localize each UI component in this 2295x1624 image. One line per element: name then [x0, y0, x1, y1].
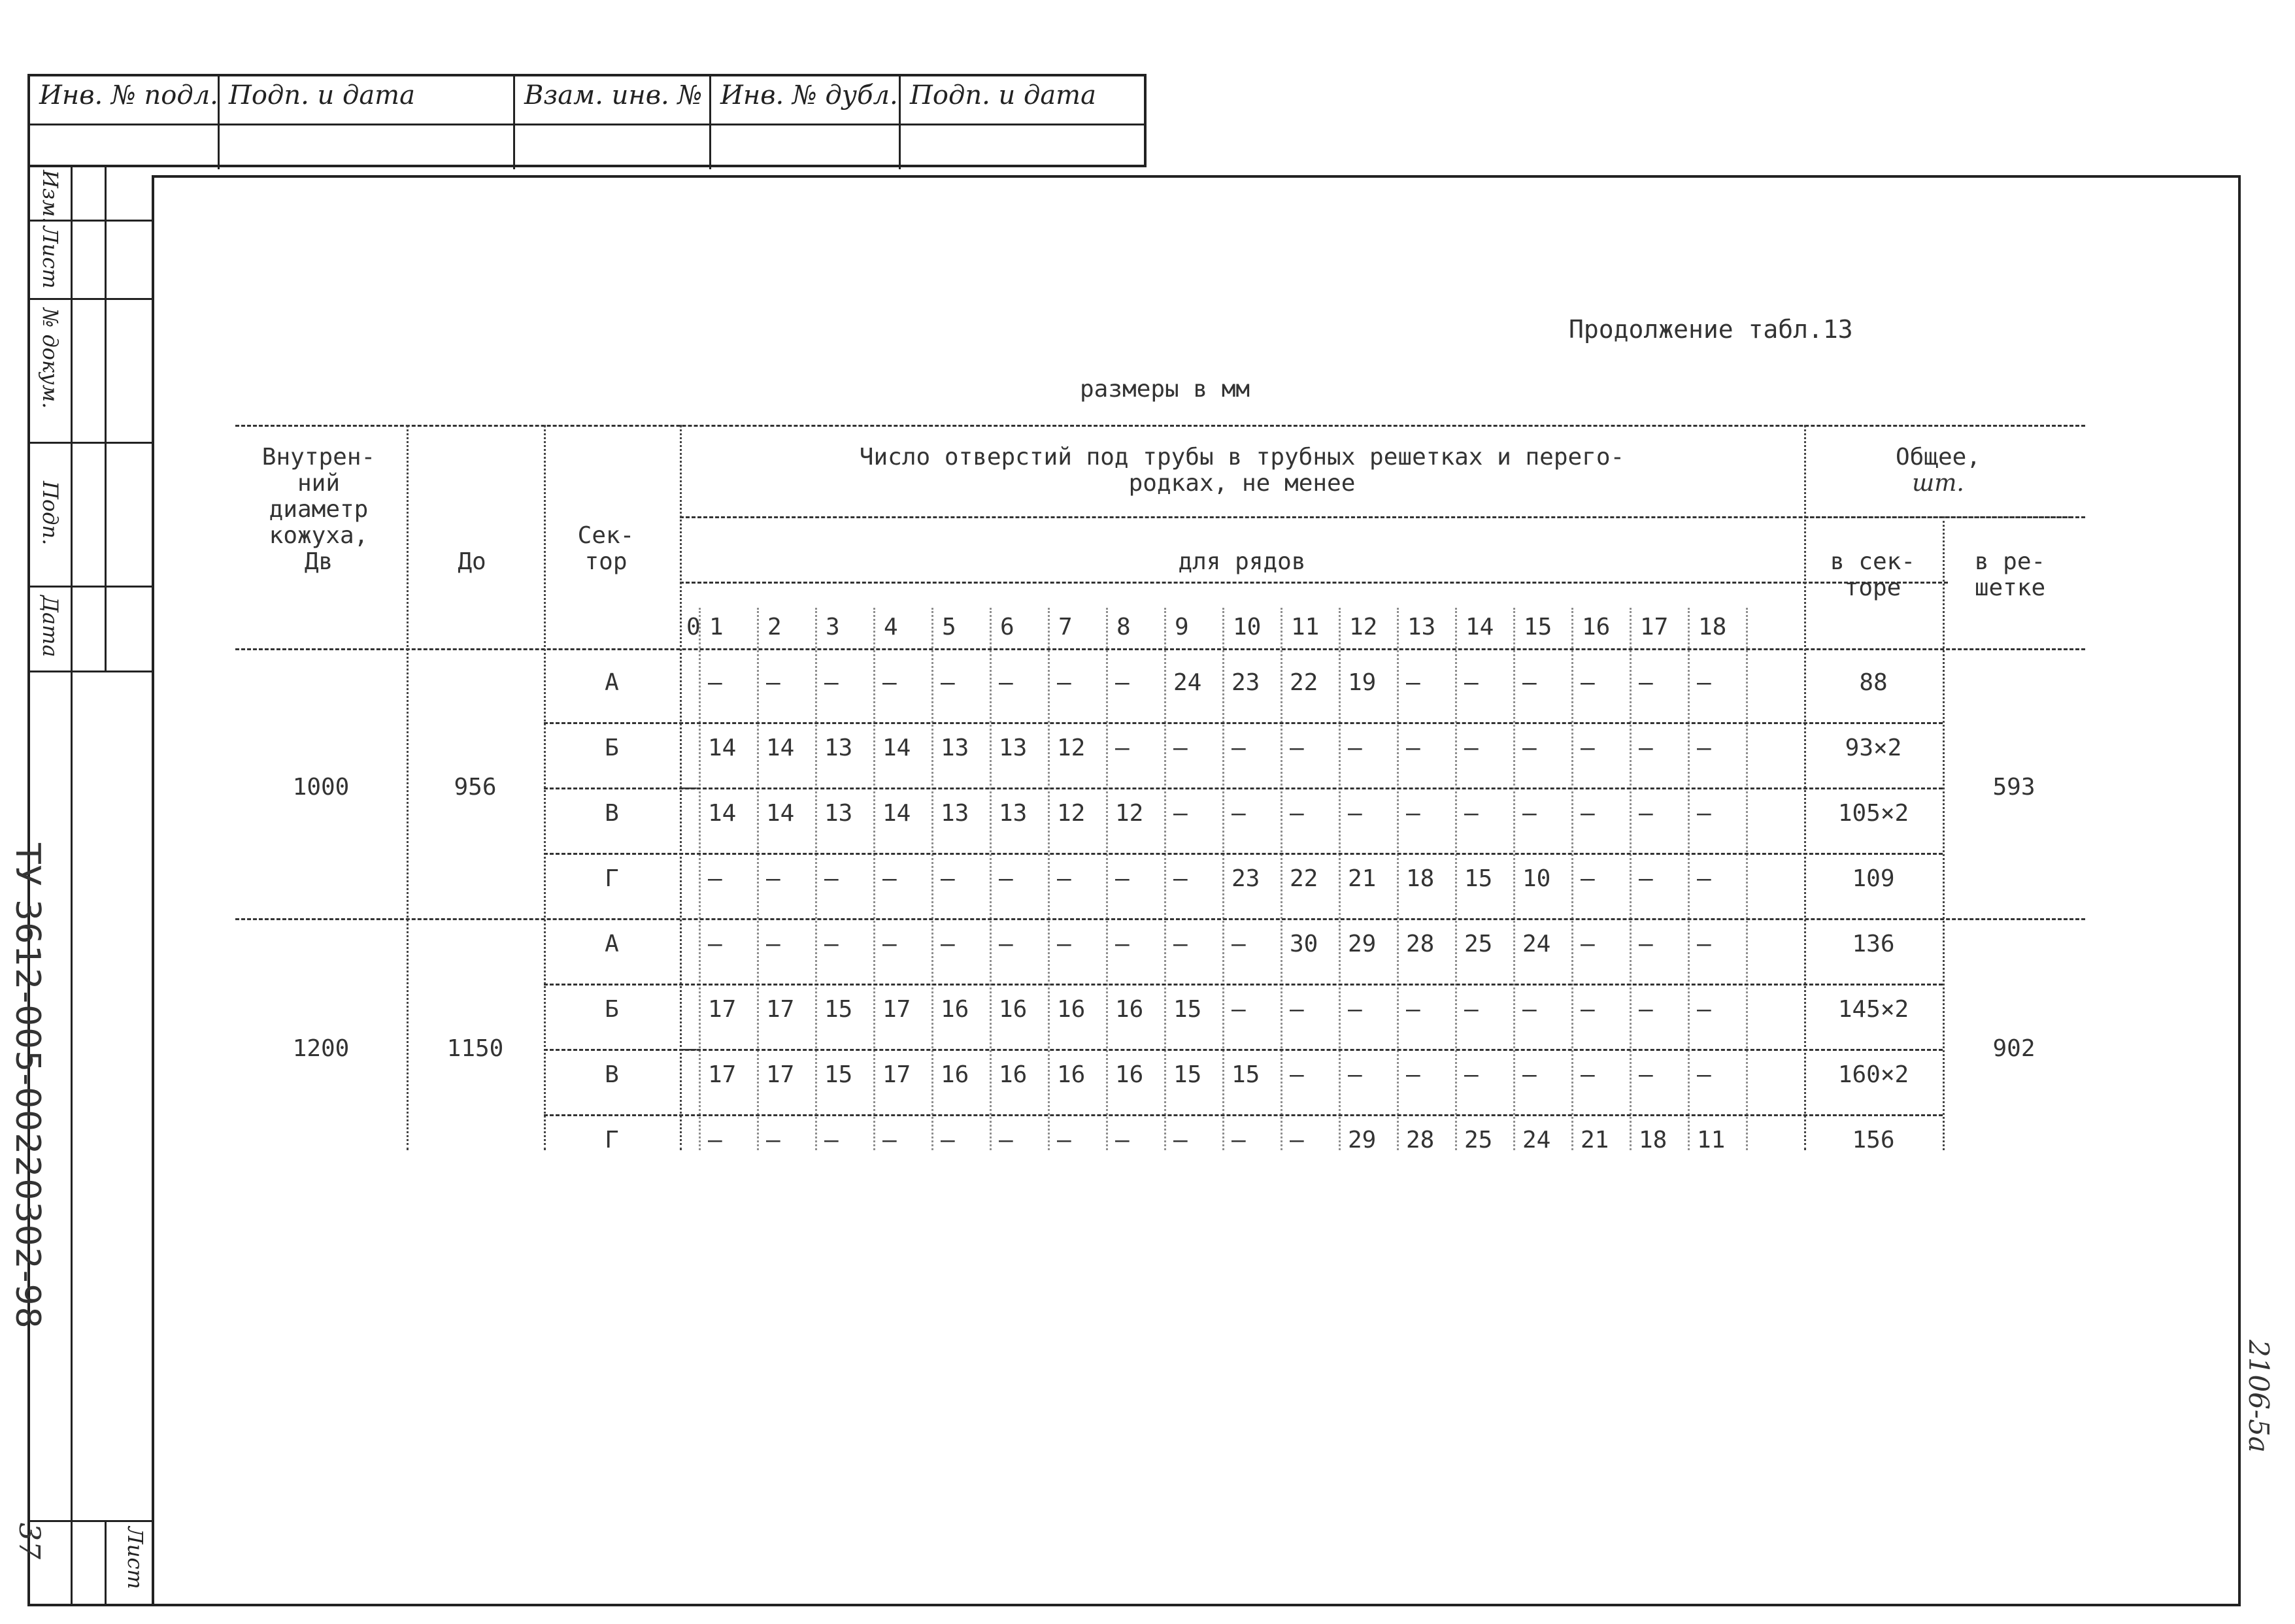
table-cell: –: [882, 1127, 897, 1153]
table-cell: –: [882, 669, 897, 696]
row-number-header: 6: [1000, 614, 1014, 640]
table-cell: 12: [1057, 800, 1086, 827]
table-cell: –: [1581, 669, 1595, 696]
table-cell: –: [1290, 996, 1304, 1023]
table-cell: –: [1115, 865, 1130, 892]
table-cell: –: [999, 1127, 1013, 1153]
table-cell: 16: [1057, 1061, 1086, 1088]
table-cell: –: [1406, 800, 1420, 827]
table-cell: 28: [1406, 1127, 1435, 1153]
table-cell: –: [824, 931, 839, 957]
table-cell: –: [1348, 1061, 1362, 1088]
sector-name: Г: [605, 865, 619, 892]
sector-total: 93×2: [1845, 735, 1902, 761]
table-cell: –: [1464, 800, 1479, 827]
sector-name: Б: [605, 996, 619, 1023]
column-rule: [1339, 608, 1341, 1150]
row-number-header: 13: [1407, 614, 1436, 640]
table-cell: 24: [1522, 931, 1551, 957]
table-cell: –: [1290, 800, 1304, 827]
stamp-label: Инв. № дубл.: [720, 80, 898, 110]
column-rule: [1688, 608, 1690, 1150]
row-number-header: 8: [1116, 614, 1131, 640]
sector-total: 88: [1859, 669, 1888, 696]
sector-total: 160×2: [1837, 1061, 1909, 1088]
header-sector: Сек- тор: [577, 522, 635, 575]
table-cell: 17: [766, 1061, 795, 1088]
table-cell: 21: [1581, 1127, 1609, 1153]
table-cell: 13: [999, 735, 1028, 761]
row-number-header: 14: [1466, 614, 1494, 640]
table-cell: –: [1581, 931, 1595, 957]
table-cell: –: [1697, 865, 1711, 892]
table-cell: –: [1522, 996, 1537, 1023]
archive-code: 2106-5а: [2243, 1340, 2275, 1453]
table-cell: 17: [708, 996, 737, 1023]
column-rule: [699, 608, 701, 1150]
table-cell: –: [824, 669, 839, 696]
table-cell: –: [999, 669, 1013, 696]
table-cell: 16: [941, 1061, 969, 1088]
header-inner-diam: Внутрен- ний диаметр кожуха, Дв: [261, 444, 376, 575]
do-value: 956: [454, 774, 497, 801]
do-value: 1150: [446, 1035, 504, 1062]
sector-name: А: [605, 669, 619, 696]
header-in-sector: в сек- торе: [1830, 548, 1916, 601]
sector-rule: [544, 722, 1943, 724]
column-rule: [1106, 608, 1108, 1150]
column-rule: [1455, 608, 1457, 1150]
table-cell: –: [1290, 735, 1304, 761]
header-holes: Число отверстий под трубы в трубных решетках и перего- родках, не менее: [859, 444, 1625, 497]
row-number-header: 18: [1698, 614, 1727, 640]
table-cell: 15: [1464, 865, 1493, 892]
table-cell: –: [941, 669, 955, 696]
inner-diameter: 1000: [292, 774, 350, 801]
table-cell: 14: [708, 800, 737, 827]
table-cell: –: [1639, 931, 1653, 957]
table-cell: 12: [1115, 800, 1144, 827]
table-cell: 12: [1057, 735, 1086, 761]
table-cell: –: [766, 1127, 780, 1153]
table-cell: 19: [1348, 669, 1377, 696]
row-number-header: 2: [767, 614, 782, 640]
table-cell: –: [941, 865, 955, 892]
grid-total: 593: [1992, 774, 2035, 801]
sector-total: 109: [1852, 865, 1895, 892]
table-cell: –: [766, 669, 780, 696]
table-continuation-title: Продолжение табл.13: [1569, 315, 1853, 344]
column-rule: [1571, 608, 1573, 1150]
table-cell: –: [1231, 931, 1246, 957]
table-cell: –: [1290, 1127, 1304, 1153]
row-number-header: 15: [1524, 614, 1552, 640]
sector-rule: [544, 787, 1943, 789]
table-cell: 13: [941, 735, 969, 761]
stamp-label: Взам. инв. №: [524, 80, 703, 110]
table-cell: –: [1639, 735, 1653, 761]
table-cell: –: [1348, 800, 1362, 827]
stamp-cell-inv-dup: [711, 76, 901, 124]
table-cell: –: [1115, 669, 1130, 696]
table-cell: –: [1173, 865, 1188, 892]
table-cell: –: [1173, 800, 1188, 827]
column-rule: [1164, 608, 1166, 1150]
units-note: размеры в мм: [1080, 376, 1250, 403]
table-cell: –: [1581, 1061, 1595, 1088]
header-do: До: [458, 548, 486, 575]
column-rule: [931, 608, 933, 1150]
row-number-header: 3: [826, 614, 840, 640]
table-cell: –: [708, 931, 722, 957]
table-cell: –: [1231, 996, 1246, 1023]
sector-total: 105×2: [1837, 800, 1909, 827]
sector-rule: [544, 1114, 1943, 1116]
table-cell: 15: [824, 1061, 853, 1088]
table-cell: 30: [1290, 931, 1318, 957]
table-cell: 14: [708, 735, 737, 761]
sidebar-label: Дата: [38, 595, 63, 657]
stamp-cell-replace-inv: [515, 76, 711, 124]
column-rule: [1630, 608, 1632, 1150]
sector-total: 156: [1852, 1127, 1895, 1153]
table-cell: –: [1522, 1061, 1537, 1088]
sector-name: Б: [605, 735, 619, 761]
table-cell: 14: [882, 800, 911, 827]
table-cell: 23: [1231, 865, 1260, 892]
table-cell: –: [1697, 996, 1711, 1023]
table-cell: –: [824, 1127, 839, 1153]
group-rule: [235, 918, 2085, 920]
table-cell: –: [941, 1127, 955, 1153]
table-cell: –: [1639, 669, 1653, 696]
row-number-header: 9: [1175, 614, 1189, 640]
stamp-header-row: [30, 76, 1144, 125]
table-cell: –: [999, 931, 1013, 957]
stamp-cell-sign-date: [220, 76, 515, 124]
table-cell: –: [882, 865, 897, 892]
sidebar-label: Изм.: [38, 170, 63, 224]
row-number-header: 5: [942, 614, 956, 640]
table-cell: 22: [1290, 669, 1318, 696]
table-cell: 18: [1639, 1127, 1667, 1153]
sidebar-label: Лист: [38, 226, 63, 289]
table-cell: 24: [1522, 1127, 1551, 1153]
table-cell: 14: [766, 735, 795, 761]
table-cell: –: [1697, 1061, 1711, 1088]
sector-rule: [544, 1049, 1943, 1051]
row-number-header: 10: [1233, 614, 1262, 640]
column-rule: [815, 608, 817, 1150]
table-cell: 16: [1115, 1061, 1144, 1088]
table-cell: 22: [1290, 865, 1318, 892]
table-cell: –: [1639, 1061, 1653, 1088]
column-rule: [1397, 608, 1399, 1150]
table-cell: –: [1173, 931, 1188, 957]
table-cell: –: [1057, 865, 1071, 892]
table-cell: 24: [1173, 669, 1202, 696]
table-cell: 25: [1464, 1127, 1493, 1153]
table-cell: –: [1406, 735, 1420, 761]
table-cell: –: [1231, 800, 1246, 827]
grid-total: 902: [1992, 1035, 2035, 1062]
row0-value: –: [682, 774, 697, 801]
column-rule: [1746, 608, 1748, 1150]
table-cell: –: [1639, 800, 1653, 827]
sector-name: Г: [605, 1127, 619, 1153]
table-cell: 16: [1057, 996, 1086, 1023]
table-cell: 15: [1173, 1061, 1202, 1088]
sidebar-label: Подп.: [38, 481, 63, 546]
column-rule: [1048, 608, 1050, 1150]
sector-total: 145×2: [1837, 996, 1909, 1023]
table-cell: 29: [1348, 931, 1377, 957]
table-cell: –: [1115, 735, 1130, 761]
table-cell: –: [1290, 1061, 1304, 1088]
table-cell: –: [708, 669, 722, 696]
inner-diameter: 1200: [292, 1035, 350, 1062]
row-number-header: 11: [1291, 614, 1320, 640]
sector-rule: [544, 853, 1943, 855]
stamp-label: Подп. и дата: [910, 80, 1096, 110]
table-cell: 13: [941, 800, 969, 827]
table-cell: –: [1639, 865, 1653, 892]
table-cell: –: [1115, 1127, 1130, 1153]
stamp-cell-sign-date-2: [901, 76, 1147, 124]
table-cell: –: [766, 865, 780, 892]
table-cell: –: [1581, 865, 1595, 892]
table-cell: –: [1406, 1061, 1420, 1088]
row-number-header: 16: [1582, 614, 1611, 640]
column-rule: [1513, 608, 1515, 1150]
header-rows: для рядов: [1178, 548, 1306, 575]
table-cell: –: [1348, 996, 1362, 1023]
table-cell: 23: [1231, 669, 1260, 696]
table-cell: –: [1464, 669, 1479, 696]
table-cell: 13: [824, 800, 853, 827]
column-rule: [873, 608, 875, 1150]
sector-name: А: [605, 931, 619, 957]
table-cell: 17: [766, 996, 795, 1023]
table-cell: 11: [1697, 1127, 1726, 1153]
table-cell: –: [1057, 669, 1071, 696]
sector-name: В: [605, 1061, 619, 1088]
column-rule: [757, 608, 759, 1150]
table-cell: 16: [999, 996, 1028, 1023]
sidebar-label: № докум.: [38, 308, 63, 409]
table-cell: –: [1522, 735, 1537, 761]
table-cell: 29: [1348, 1127, 1377, 1153]
sector-rule: [544, 984, 1943, 986]
table-cell: –: [708, 865, 722, 892]
table-cell: 16: [1115, 996, 1144, 1023]
table-cell: –: [1173, 735, 1188, 761]
sidebar-sheet-label: Лист: [123, 1527, 148, 1589]
table-cell: –: [1522, 669, 1537, 696]
table-cell: 28: [1406, 931, 1435, 957]
table-cell: –: [1697, 800, 1711, 827]
stamp-label: Подп. и дата: [229, 80, 415, 110]
table-cell: 15: [1231, 1061, 1260, 1088]
row-number-header: 7: [1058, 614, 1073, 640]
table-cell: 15: [824, 996, 853, 1023]
table-cell: –: [1057, 1127, 1071, 1153]
table-cell: –: [1464, 996, 1479, 1023]
table-cell: 16: [941, 996, 969, 1023]
table-cell: –: [1231, 735, 1246, 761]
header-in-grid: в ре- шетке: [1974, 548, 2046, 601]
table-cell: 14: [766, 800, 795, 827]
table-cell: –: [1581, 996, 1595, 1023]
holes-table: [235, 418, 2085, 1170]
table-cell: –: [1115, 931, 1130, 957]
row-number-header: 17: [1640, 614, 1669, 640]
table-cell: 13: [824, 735, 853, 761]
header-total: Общее, шт.: [1895, 444, 1981, 497]
document-code: ТУ 3612-005-00220302-98: [8, 843, 47, 1330]
row-number-header: 12: [1349, 614, 1378, 640]
table-cell: 18: [1406, 865, 1435, 892]
table-cell: 21: [1348, 865, 1377, 892]
table-cell: –: [1406, 996, 1420, 1023]
table-cell: –: [708, 1127, 722, 1153]
table-cell: 25: [1464, 931, 1493, 957]
table-cell: 17: [882, 996, 911, 1023]
row-number-header: 4: [884, 614, 898, 640]
table-cell: –: [1639, 996, 1653, 1023]
table-cell: –: [1464, 1061, 1479, 1088]
column-rule: [1281, 608, 1282, 1150]
table-cell: –: [824, 865, 839, 892]
row0-value: –: [682, 1035, 697, 1062]
table-cell: –: [1231, 1127, 1246, 1153]
table-cell: –: [1581, 735, 1595, 761]
row-number-header: 1: [709, 614, 724, 640]
approval-stamp: [27, 74, 1147, 167]
table-cell: 16: [999, 1061, 1028, 1088]
table-cell: –: [1697, 669, 1711, 696]
table-cell: –: [1348, 735, 1362, 761]
column-rule: [990, 608, 992, 1150]
sheet-number: 37: [12, 1523, 46, 1559]
table-cell: –: [1464, 735, 1479, 761]
table-cell: –: [882, 931, 897, 957]
table-cell: –: [766, 931, 780, 957]
table-cell: 17: [708, 1061, 737, 1088]
table-cell: –: [1697, 735, 1711, 761]
table-cell: –: [1173, 1127, 1188, 1153]
sector-total: 136: [1852, 931, 1895, 957]
table-cell: 15: [1173, 996, 1202, 1023]
stamp-label: Инв. № подл.: [39, 80, 218, 110]
table-cell: –: [1697, 931, 1711, 957]
table-cell: –: [941, 931, 955, 957]
row-number-header: 0: [686, 614, 701, 640]
table-cell: –: [1581, 800, 1595, 827]
table-cell: 13: [999, 800, 1028, 827]
column-rule: [1222, 608, 1224, 1150]
table-cell: –: [1057, 931, 1071, 957]
table-cell: 14: [882, 735, 911, 761]
sector-name: В: [605, 800, 619, 827]
stamp-cell-inv-orig: [30, 76, 220, 124]
table-cell: –: [1406, 669, 1420, 696]
table-cell: 10: [1522, 865, 1551, 892]
table-cell: 17: [882, 1061, 911, 1088]
table-cell: –: [999, 865, 1013, 892]
table-cell: –: [1522, 800, 1537, 827]
